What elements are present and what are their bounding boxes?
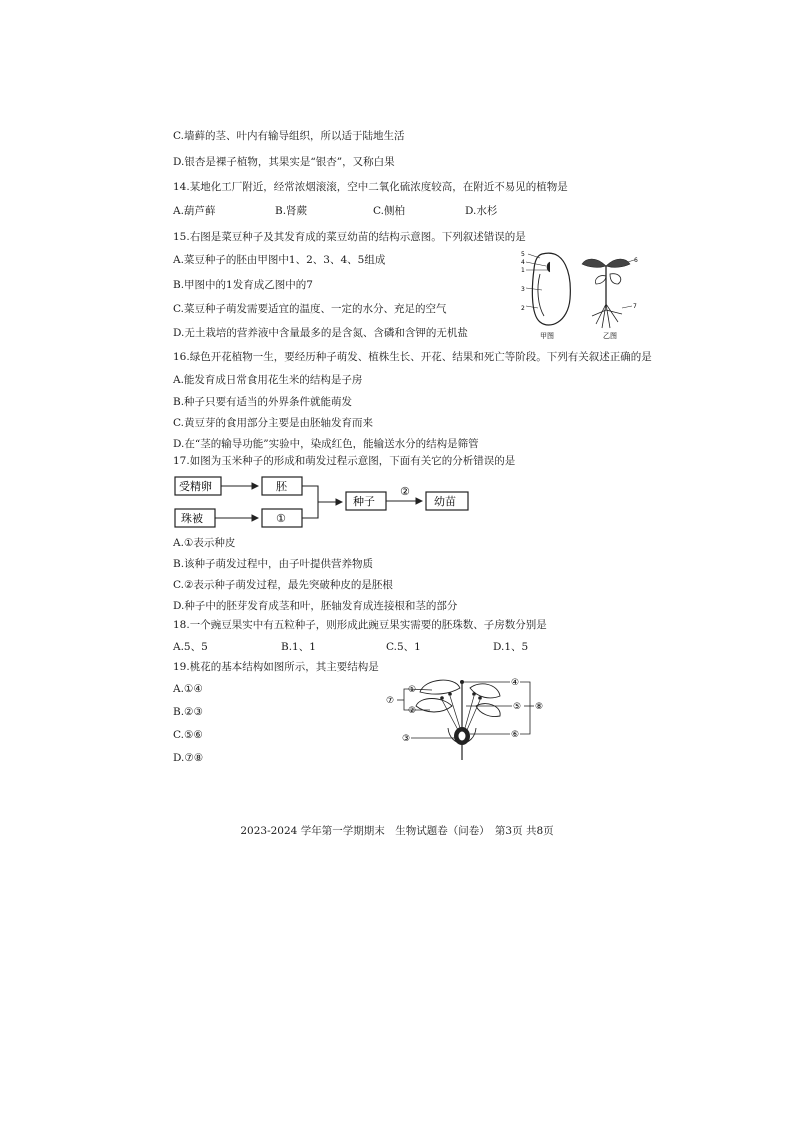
q17-option-b: B.该种子萌发过程中，由子叶提供营养物质 xyxy=(173,558,374,570)
label-circle-2: ② xyxy=(400,485,410,498)
label-fertilized-egg: 受精卵 xyxy=(179,480,212,493)
q15-option-b: B.甲图中的1发育成乙图中的7 xyxy=(173,279,313,291)
q16-stem: 16.绿色开花植物一生，要经历种子萌发、植株生长、开花、结果和死亡等阶段。下列有关叙述正确的是 xyxy=(173,351,652,363)
q13-option-c: C.墙藓的茎、叶内有输导组织，所以适于陆地生活 xyxy=(173,130,405,142)
q14-option-c: C.侧柏 xyxy=(373,205,405,217)
q19-option-b: B.②③ xyxy=(173,706,203,718)
q17-flow-diagram xyxy=(172,472,472,532)
q16-option-d: D.在“茎的输导功能”实验中，染成红色，能输送水分的结构是筛管 xyxy=(173,438,479,450)
q19-option-a: A.①④ xyxy=(173,683,203,695)
q18-option-b: B.1、1 xyxy=(281,641,316,653)
label-seedling: 幼苗 xyxy=(434,495,456,508)
figure-label-yi: 乙图 xyxy=(603,332,617,340)
q15-seed-seedling-figure xyxy=(510,244,640,344)
flower-label-2: ② xyxy=(408,706,417,716)
seed-label-2: 2 xyxy=(521,305,525,312)
peach-flower-drawing xyxy=(416,680,500,760)
label-circle-1: ① xyxy=(276,512,286,525)
page-footer: 2023-2024 学年第一学期期末 生物试题卷（问卷） 第3页 共8页 xyxy=(240,825,554,837)
flower-label-4: ④ xyxy=(511,678,520,688)
q13-option-d: D.银杏是裸子植物，其果实是“银杏”，又称白果 xyxy=(173,156,395,168)
q14-options xyxy=(173,204,573,218)
seed-label-4: 4 xyxy=(521,259,525,266)
seed-label-5: 5 xyxy=(521,251,525,258)
seed-label-3: 3 xyxy=(521,286,525,293)
q14-stem: 14.某地化工厂附近，经常浓烟滚滚，空中二氧化硫浓度较高，在附近不易见的植物是 xyxy=(173,181,568,193)
q14-option-a: A.葫芦藓 xyxy=(173,205,216,217)
label-seed: 种子 xyxy=(353,495,375,508)
q19-stem: 19.桃花的基本结构如图所示，其主要结构是 xyxy=(173,661,379,673)
bean-seed-drawing xyxy=(526,253,570,325)
bean-seedling-drawing xyxy=(582,259,634,328)
q15-option-d: D.无土栽培的营养液中含量最多的是含氮、含磷和含钾的无机盐 xyxy=(173,327,468,339)
seed-label-1: 1 xyxy=(521,267,525,274)
q15-option-a: A.菜豆种子的胚由甲图中1、2、3、4、5组成 xyxy=(173,254,386,266)
q15-stem: 15.右图是菜豆种子及其发育成的菜豆幼苗的结构示意图。下列叙述错误的是 xyxy=(173,231,526,243)
q15-option-c: C.菜豆种子萌发需要适宜的温度、一定的水分、充足的空气 xyxy=(173,303,447,315)
q17-option-d: D.种子中的胚芽发育成茎和叶，胚轴发育成连接根和茎的部分 xyxy=(173,600,458,612)
q19-option-c: C.⑤⑥ xyxy=(173,729,203,741)
q18-options xyxy=(173,640,593,654)
seedling-label-7: 7 xyxy=(633,303,637,310)
q16-option-b: B.种子只要有适当的外界条件就能萌发 xyxy=(173,396,353,408)
flower-label-6: ⑥ xyxy=(511,730,520,740)
q14-option-b: B.肾蕨 xyxy=(275,205,308,217)
flower-label-1: ① xyxy=(408,685,417,695)
seedling-label-6: 6 xyxy=(634,257,638,264)
label-integument: 珠被 xyxy=(181,512,203,525)
q17-option-a: A.①表示种皮 xyxy=(173,537,236,549)
flower-label-3: ③ xyxy=(402,734,411,744)
q19-option-d: D.⑦⑧ xyxy=(173,752,204,764)
q18-option-d: D.1、5 xyxy=(493,641,529,653)
q19-peach-flower-figure xyxy=(380,672,550,762)
figure-label-jia: 甲图 xyxy=(540,332,554,340)
flower-label-8: ⑧ xyxy=(535,702,544,712)
q18-stem: 18.一个豌豆果实中有五粒种子，则形成此豌豆果实需要的胚珠数、子房数分别是 xyxy=(173,619,547,631)
q16-option-c: C.黄豆芽的食用部分主要是由胚轴发育而来 xyxy=(173,417,373,429)
q14-option-d: D.水杉 xyxy=(465,205,498,217)
q18-option-a: A.5、5 xyxy=(173,641,208,653)
flower-label-5: ⑤ xyxy=(513,702,522,712)
q16-option-a: A.能发育成日常食用花生米的结构是子房 xyxy=(173,374,363,386)
flower-label-7: ⑦ xyxy=(386,696,395,706)
q18-option-c: C.5、1 xyxy=(386,641,421,653)
q17-stem: 17.如图为玉米种子的形成和萌发过程示意图，下面有关它的分析错误的是 xyxy=(173,455,516,467)
q17-option-c: C.②表示种子萌发过程，最先突破种皮的是胚根 xyxy=(173,579,393,591)
label-embryo: 胚 xyxy=(276,480,287,493)
